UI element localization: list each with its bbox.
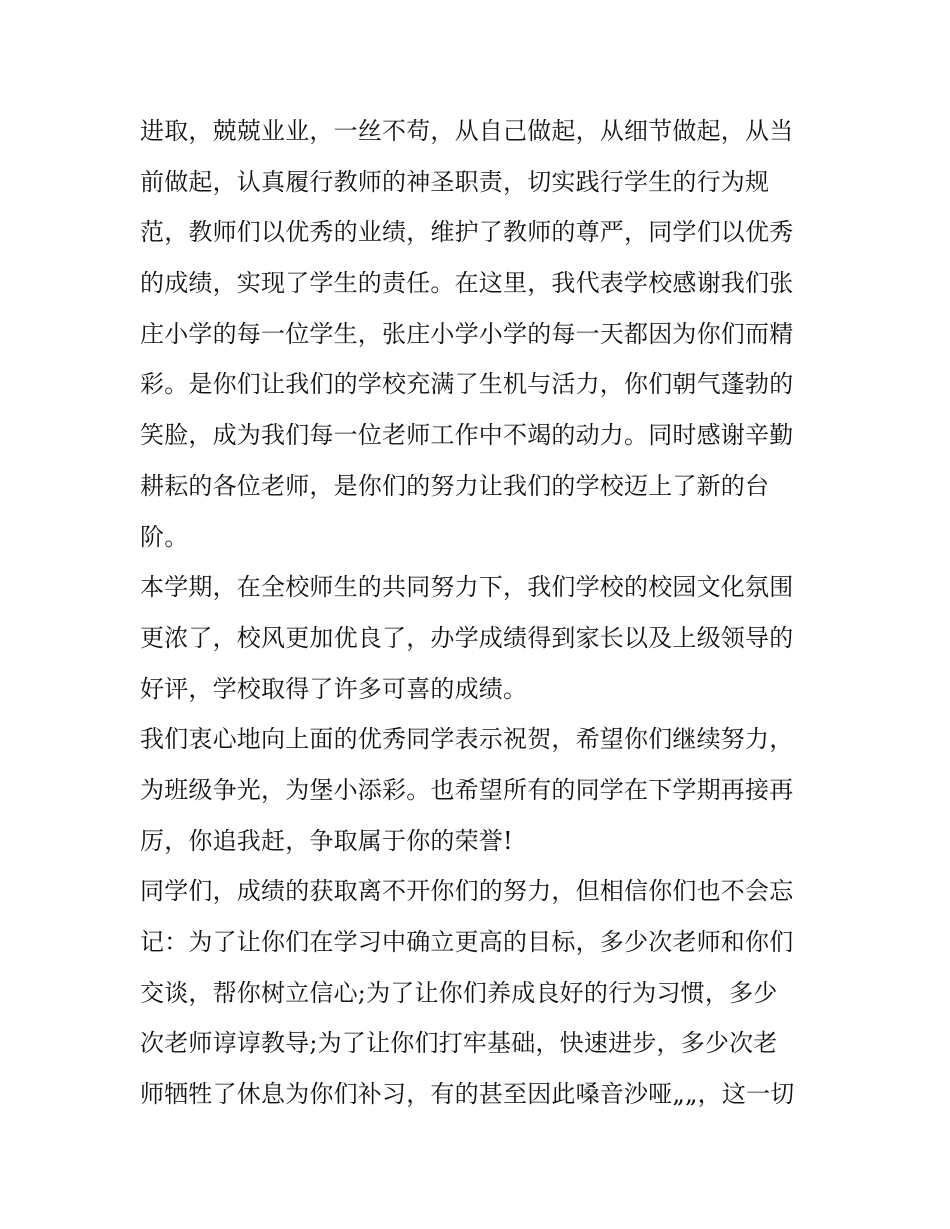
text-line: 的成绩，实现了学生的责任。在这里，我代表学校感谢我们张 (140, 269, 794, 298)
text-line: 同学们，成绩的获取离不开你们的努力，但相信你们也不会忘 (140, 877, 794, 906)
body-text (140, 106, 820, 1120)
text-line: 彩。是你们让我们的学校充满了生机与活力，你们朝气蓬勃的 (140, 370, 794, 399)
text-line: 阶。 (140, 522, 189, 551)
text-line: 耕耘的各位老师，是你们的努力让我们的学校迈上了新的台 (140, 471, 770, 500)
text-line: 厉，你追我赶，争取属于你的荣誉! (140, 826, 513, 855)
text-line: 交谈，帮你树立信心;为了让你们养成良好的行为习惯，多少 (140, 978, 778, 1007)
text-line: 为班级争光，为堡小添彩。也希望所有的同学在下学期再接再 (140, 775, 794, 804)
text-line: 记：为了让你们在学习中确立更高的目标，多少次老师和你们 (140, 928, 794, 956)
text-line: 本学期，在全校师生的共同努力下，我们学校的校园文化氛围 (140, 573, 794, 602)
text-line: 范，教师们以优秀的业绩，维护了教师的尊严，同学们以优秀 (140, 218, 794, 247)
text-line: 庄小学的每一位学生，张庄小学小学的每一天都因为你们而精 (140, 319, 794, 348)
text-line: 好评，学校取得了许多可喜的成绩。 (140, 674, 528, 703)
text-line: 前做起，认真履行教师的神圣职责，切实践行学生的行为规 (140, 167, 770, 196)
text-line: 进取，兢兢业业，一丝不苟，从自己做起，从细节做起，从当 (140, 117, 794, 145)
text-line: 笑脸，成为我们每一位老师工作中不竭的动力。同时感谢辛勤 (140, 421, 794, 450)
text-line: 次老师谆谆教导;为了让你们打牢基础，快速进步，多少次老 (140, 1029, 778, 1058)
text-line: 更浓了，校风更加优良了，办学成绩得到家长以及上级领导的 (140, 623, 794, 652)
text-line: 我们衷心地向上面的优秀同学表示祝贺，希望你们继续努力， (140, 725, 794, 754)
text-line: 师牺牲了休息为你们补习，有的甚至因此嗓音沙哑„„，这一切 (140, 1080, 795, 1109)
